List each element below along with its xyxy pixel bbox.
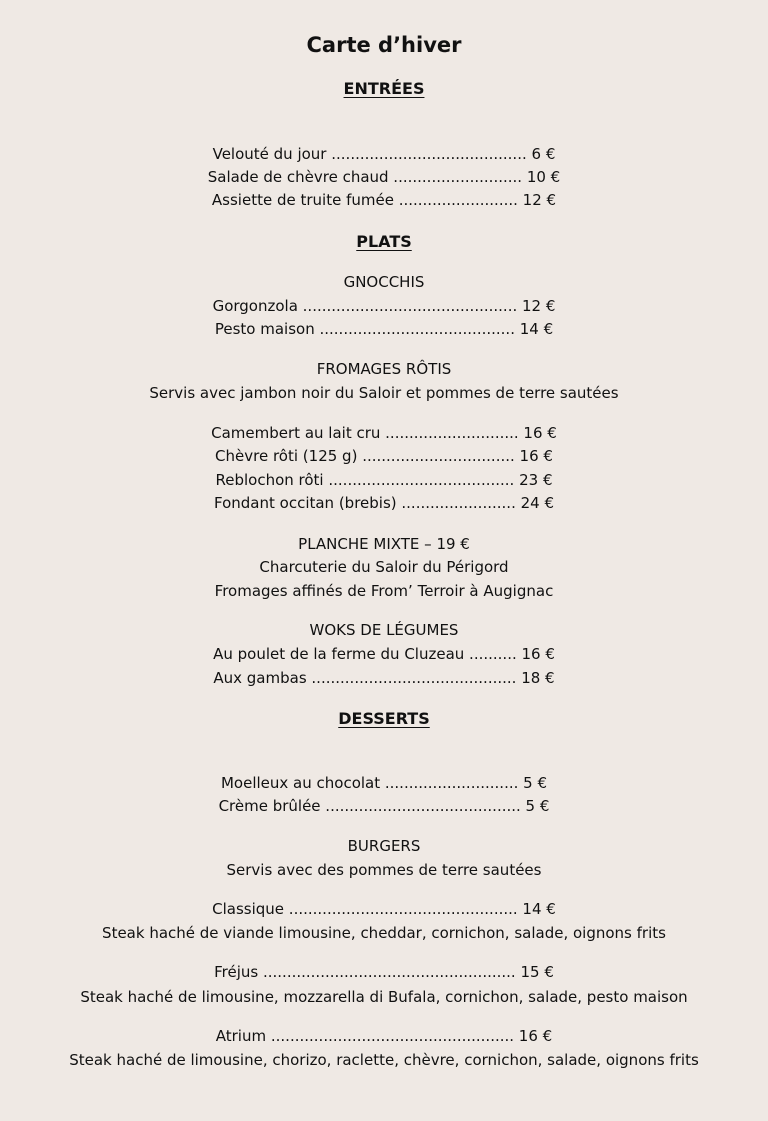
burger-description: Steak haché de limousine, chorizo, raclette, chèvre, cornichon, salade, oignons frits [69,1051,699,1069]
burger-item: Classique ................................................ 14 € [212,900,556,918]
menu-item: Au poulet de la ferme du Cluzeau .......... 16 € [213,645,555,663]
section-heading-entrees: ENTRÉES [343,79,425,98]
menu-item: Salade de chèvre chaud ........................... 10 € [207,168,561,186]
burger-description: Steak haché de limousine, mozzarella di Bufala, cornichon, salade, pesto maison [80,988,688,1006]
menu-item: Chèvre rôti (125 g) ................................ 16 € [215,447,553,465]
subsection-subtitle: Servis avec des pommes de terre sautées [226,861,542,879]
menu-item: Aux gambas ........................................... 18 € [213,669,555,687]
planche-line: Charcuterie du Saloir du Périgord [259,558,509,576]
menu-item: Assiette de truite fumée ......................... 12 € [211,191,557,209]
menu-item: Pesto maison ......................................... 14 € [214,320,554,338]
section-heading-plats: PLATS [356,232,412,251]
menu-item: Velouté du jour ......................................... 6 € [212,145,556,163]
menu-item: Reblochon rôti ....................................... 23 € [215,471,553,489]
section-heading-desserts: DESSERTS [338,709,430,728]
subsection-heading-gnocchis: GNOCCHIS [343,273,425,291]
subsection-heading-burgers: BURGERS [347,837,421,855]
menu-item: Crème brûlée ......................................... 5 € [218,797,550,815]
subsection-heading-woks: WOKS DE LÉGUMES [309,621,459,639]
menu-title: Carte d’hiver [306,33,462,57]
subsection-heading-planche: PLANCHE MIXTE – 19 € [298,535,470,553]
burger-item: Atrium ................................................... 16 € [215,1027,553,1045]
menu-item: Fondant occitan (brebis) ........................ 24 € [214,494,554,512]
burger-item: Fréjus ..................................................... 15 € [214,963,554,981]
menu-item: Gorgonzola ............................................. 12 € [212,297,556,315]
subsection-heading-fromages: FROMAGES RÔTIS [316,360,452,378]
menu-item: Camembert au lait cru ............................ 16 € [211,424,557,442]
planche-line: Fromages affinés de From’ Terroir à Augignac [214,582,554,600]
burger-description: Steak haché de viande limousine, cheddar, cornichon, salade, oignons frits [102,924,666,942]
subsection-subtitle: Servis avec jambon noir du Saloir et pommes de terre sautées [149,384,619,402]
menu-item: Moelleux au chocolat ............................ 5 € [220,774,548,792]
